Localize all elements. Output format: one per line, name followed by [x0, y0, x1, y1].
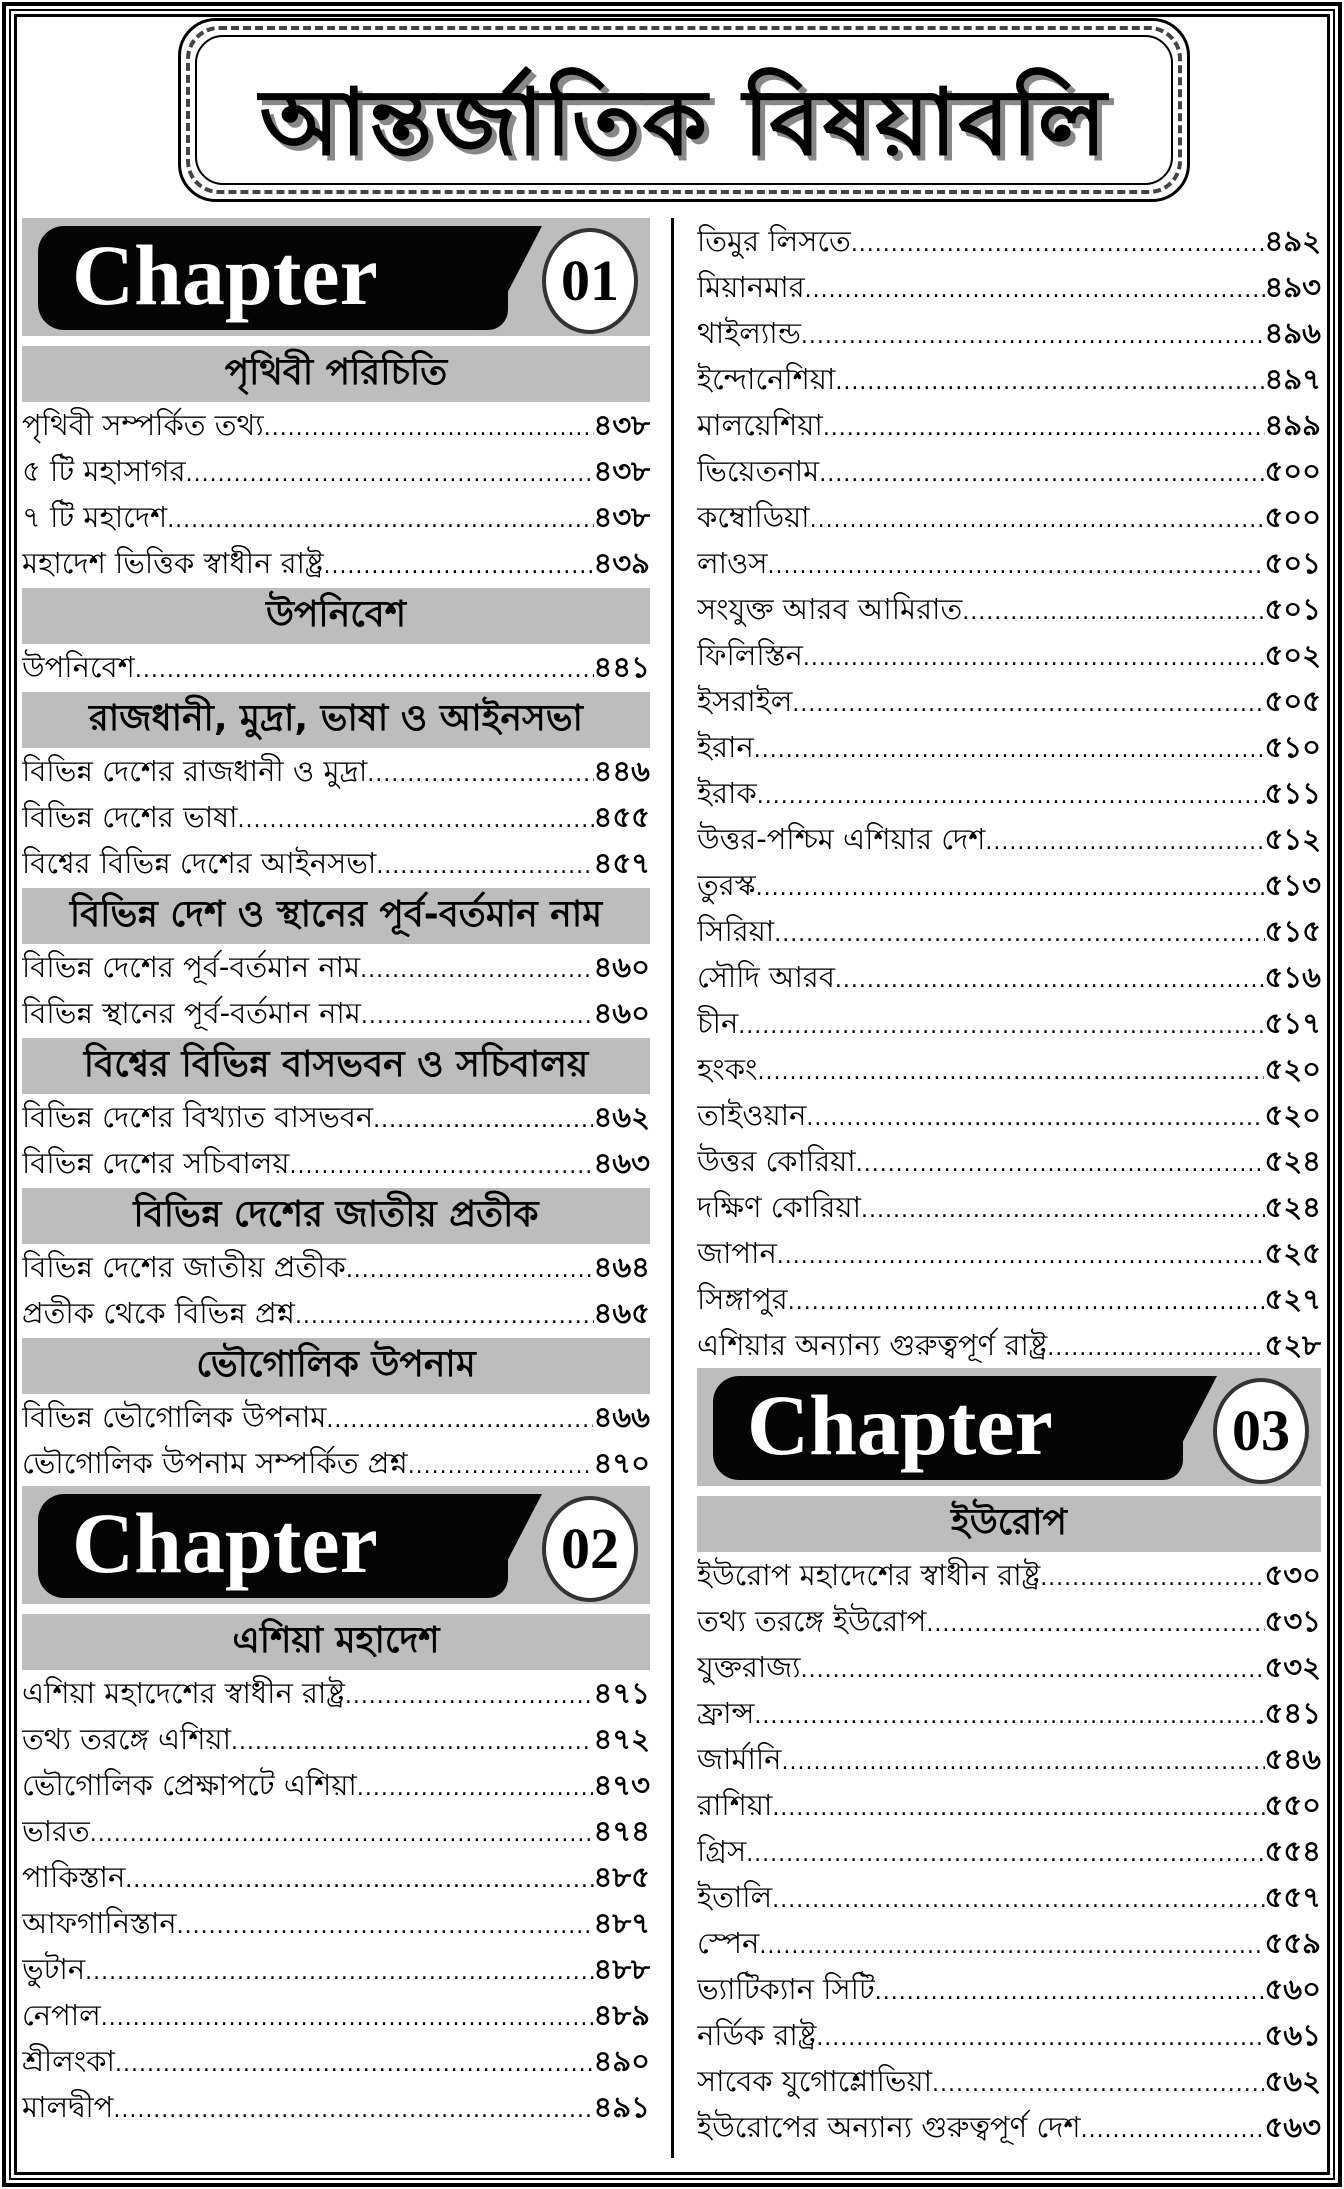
left-column [22, 218, 650, 2130]
toc-entry-page: ৪৪৬ [593, 754, 650, 788]
toc-entry-title: ইরাক [697, 776, 757, 810]
dot-leader [754, 1694, 1264, 1736]
toc-entry[interactable] [22, 1992, 650, 2038]
toc-entry[interactable] [697, 1276, 1321, 1322]
toc-entry-page: ৪৯১ [593, 2090, 650, 2124]
toc-entry-title: প্রতীক থেকে বিভিন্ন প্রশ্ন [22, 1296, 295, 1330]
section-heading: এশিয়া মহাদেশ [22, 1614, 650, 1670]
dot-leader [238, 798, 594, 840]
toc-entry-page: ৪৯৬ [1264, 316, 1321, 350]
toc-entry[interactable] [697, 816, 1321, 862]
toc-entry-title: তিমুর লিসতে [697, 224, 851, 258]
toc-entry-title: বিভিন্ন দেশের বিখ্যাত বাসভবন [22, 1100, 374, 1134]
chapter-label: Chapter [72, 1495, 378, 1591]
toc-entry[interactable] [22, 1854, 650, 1900]
dot-leader [875, 1970, 1265, 2012]
dot-leader [962, 590, 1264, 632]
toc-entry-title: ৭ টি মহাদেশ [22, 500, 168, 534]
toc-entry[interactable] [697, 1322, 1321, 1368]
toc-entry-title: ভুটান [22, 1952, 86, 1986]
toc-entry-title: লাওস [697, 546, 768, 580]
toc-entry-title: যুক্তরাজ্য [697, 1650, 801, 1684]
toc-entry[interactable] [697, 1138, 1321, 1184]
chapter-banner [22, 1486, 650, 1604]
toc-entry[interactable] [697, 908, 1321, 954]
right-column [697, 218, 1321, 2150]
toc-entry[interactable] [697, 402, 1321, 448]
toc-entry-title: নেপাল [22, 1998, 101, 2032]
toc-entry[interactable] [22, 402, 650, 448]
toc-entry[interactable] [697, 1046, 1321, 1092]
toc-entry-title: পৃথিবী সম্পর্কিত তথ্য [22, 408, 264, 442]
toc-entry[interactable] [697, 1184, 1321, 1230]
toc-entry-page: ৪৯৯ [1264, 408, 1321, 442]
dot-leader [774, 912, 1264, 954]
toc-entry-page: ৫৪৬ [1264, 1742, 1321, 1776]
toc-entry-title: শ্রীলংকা [22, 2044, 115, 2078]
toc-entry[interactable] [22, 1094, 650, 1140]
toc-entry-page: ৫২৭ [1264, 1282, 1321, 1316]
toc-entry-page: ৪৬৫ [593, 1296, 650, 1330]
dot-leader [361, 994, 594, 1036]
toc-entry[interactable] [697, 448, 1321, 494]
toc-entry-title: বিভিন্ন দেশের সচিবালয় [22, 1146, 290, 1180]
dot-leader [360, 948, 593, 990]
page-title: আন্তর্জাতিক বিষয়াবলি [259, 69, 1109, 176]
toc-entry-page: ৪৭২ [593, 1722, 650, 1756]
chapter-number-badge: 03 [1213, 1378, 1309, 1484]
dot-leader [772, 1878, 1264, 1920]
toc-entry-title: দক্ষিণ কোরিয়া [697, 1190, 861, 1224]
toc-entry-title: মালদ্বীপ [22, 2090, 114, 2124]
toc-entry-title: ইরান [697, 730, 754, 764]
toc-entry-title: মহাদেশ ভিত্তিক স্বাধীন রাষ্ট্র [22, 546, 324, 580]
toc-entry-page: ৪৮৫ [593, 1860, 650, 1894]
dot-leader [186, 452, 594, 494]
toc-entry-page: ৫১২ [1264, 822, 1321, 856]
toc-entry-page: ৫২৪ [1264, 1144, 1321, 1178]
toc-entry-title: ৫ টি মহাসাগর [22, 454, 186, 488]
toc-entry-page: ৫৩০ [1264, 1558, 1321, 1592]
toc-entry-page: ৪৬৩ [593, 1146, 650, 1180]
dot-leader [985, 820, 1264, 862]
toc-entry[interactable] [697, 494, 1321, 540]
toc-entry-page: ৫১৬ [1264, 960, 1321, 994]
toc-entry-title: থাইল্যান্ড [697, 316, 801, 350]
toc-entry-page: ৫২৫ [1264, 1236, 1321, 1270]
toc-entry-title: ফ্রান্স [697, 1696, 755, 1730]
toc-entry[interactable] [22, 748, 650, 794]
toc-entry-title: তুরস্ক [697, 868, 756, 902]
toc-entry-page: ৪৩৮ [593, 500, 650, 534]
toc-entry-page: ৪৪১ [593, 650, 650, 684]
toc-entry[interactable] [697, 770, 1321, 816]
dot-leader [835, 958, 1265, 1000]
toc-entry-title: বিভিন্ন দেশের জাতীয় প্রতীক [22, 1250, 346, 1284]
dot-leader [851, 222, 1265, 264]
toc-entry-page: ৪৯৭ [1264, 362, 1321, 396]
title-banner [178, 18, 1190, 202]
toc-entry-title: গ্রিস [697, 1834, 747, 1868]
dot-leader [819, 452, 1264, 494]
dot-leader [861, 1188, 1265, 1230]
toc-entry[interactable] [697, 2058, 1321, 2104]
toc-entry-title: সাবেক যুগোশ্লোভিয়া [697, 2064, 933, 2098]
toc-entry-page: ৫০২ [1264, 638, 1321, 672]
chapter-number-badge: 02 [542, 1496, 638, 1602]
dot-leader [115, 2042, 594, 2084]
toc-entry[interactable] [22, 2038, 650, 2084]
toc-entry-title: উত্তর-পশ্চিম এশিয়ার দেশ [697, 822, 986, 856]
toc-entry[interactable] [697, 218, 1321, 264]
section-heading: বিভিন্ন দেশের জাতীয় প্রতীক [22, 1188, 650, 1244]
toc-entry-title: তাইওয়ান [697, 1098, 807, 1132]
toc-entry[interactable] [22, 1808, 650, 1854]
toc-entry-page: ৪৬২ [593, 1100, 650, 1134]
toc-entry-title: মিয়ানমার [697, 270, 805, 304]
toc-entry[interactable] [697, 2012, 1321, 2058]
chapter-banner [697, 1368, 1321, 1486]
toc-entry-page: ৫১৭ [1264, 1006, 1321, 1040]
toc-entry[interactable] [697, 678, 1321, 724]
toc-entry-title: আফগানিস্তান [22, 1906, 177, 1940]
toc-entry[interactable] [697, 1874, 1321, 1920]
toc-entry-page: ৫০০ [1264, 500, 1321, 534]
toc-entry-title: বিভিন্ন দেশের ভাষা [22, 800, 238, 834]
toc-entry-page: ৪৫৭ [593, 846, 650, 880]
toc-entry-page: ৪৯৩ [1264, 270, 1321, 304]
toc-entry-page: ৫১০ [1264, 730, 1321, 764]
toc-entry[interactable] [22, 1670, 650, 1716]
section-heading: বিভিন্ন দেশ ও স্থানের পূর্ব-বর্তমান নাম [22, 888, 650, 944]
dot-leader [801, 1648, 1265, 1690]
dot-leader [835, 360, 1264, 402]
toc-entry-page: ৪৬০ [593, 996, 650, 1030]
dot-leader [125, 1858, 593, 1900]
dot-leader [135, 648, 594, 690]
toc-entry-title: তথ্য তরঙ্গে এশিয়া [22, 1722, 231, 1756]
toc-entry[interactable] [22, 840, 650, 886]
toc-entry-title: পাকিস্তান [22, 1860, 126, 1894]
toc-entry-page: ৫০৫ [1264, 684, 1321, 718]
toc-entry-title: বিভিন্ন স্থানের পূর্ব-বর্তমান নাম [22, 996, 361, 1030]
toc-entry-title: স্পেন [697, 1926, 760, 1960]
chapter-number-badge: 01 [542, 228, 638, 334]
dot-leader [810, 498, 1265, 540]
toc-entry-page: ৫১৫ [1264, 914, 1321, 948]
toc-entry[interactable] [697, 1736, 1321, 1782]
toc-entry-title: জাপান [697, 1236, 777, 1270]
dot-leader [326, 1398, 593, 1440]
dot-leader [264, 406, 594, 448]
dot-leader [823, 406, 1265, 448]
chapter-label: Chapter [747, 1377, 1053, 1473]
toc-entry-title: মালয়েশিয়া [697, 408, 823, 442]
toc-entry-page: ৪৯২ [1264, 224, 1321, 258]
toc-entry-page: ৪৫৫ [593, 800, 650, 834]
toc-entry[interactable] [22, 1394, 650, 1440]
toc-entry-title: বিভিন্ন দেশের রাজধানী ও মুদ্রা [22, 754, 368, 788]
dot-leader [816, 2016, 1264, 2058]
section-heading: পৃথিবী পরিচিতি [22, 346, 650, 402]
dot-leader [1040, 1556, 1264, 1598]
section-heading: বিশ্বের বিভিন্ন বাসভবন ও সচিবালয় [22, 1038, 650, 1094]
toc-entry-page: ৫৫৯ [1264, 1926, 1321, 1960]
toc-entry-title: ইতালি [697, 1880, 773, 1914]
toc-entry-title: বিভিন্ন ভৌগোলিক উপনাম [22, 1400, 327, 1434]
toc-entry-page: ৪৮৯ [593, 1998, 650, 2032]
dot-leader [801, 314, 1265, 356]
toc-entry-title: বিশ্বের বিভিন্ন দেশের আইনসভা [22, 846, 377, 880]
toc-entry[interactable] [697, 1644, 1321, 1690]
toc-entry[interactable] [697, 1966, 1321, 2012]
toc-entry-page: ৫৬২ [1264, 2064, 1321, 2098]
toc-entry-page: ৪৬০ [593, 950, 650, 984]
toc-entry-title: সংযুক্ত আরব আমিরাত [697, 592, 963, 626]
toc-entry[interactable] [22, 448, 650, 494]
dot-leader [1047, 1326, 1264, 1368]
toc-entry-page: ৪৭১ [593, 1676, 650, 1710]
toc-entry-title: নর্ডিক রাষ্ট্র [697, 2018, 817, 2052]
toc-entry-page: ৪৩৮ [593, 454, 650, 488]
toc-entry-title: রাশিয়া [697, 1788, 773, 1822]
dot-leader [177, 1904, 594, 1946]
toc-entry-page: ৪৮৮ [593, 1952, 650, 1986]
dot-leader [289, 1144, 593, 1186]
toc-entry-title: কম্বোডিয়া [697, 500, 810, 534]
dot-leader [758, 1050, 1265, 1092]
toc-entry-title: ইসরাইল [697, 684, 793, 718]
toc-entry-title: ভৌগোলিক প্রেক্ষাপটে এশিয়া [22, 1768, 357, 1802]
toc-entry-title: উপনিবেশ [22, 650, 135, 684]
toc-entry[interactable] [22, 1244, 650, 1290]
toc-entry-title: বিভিন্ন দেশের পূর্ব-বর্তমান নাম [22, 950, 361, 984]
toc-entry[interactable] [22, 644, 650, 690]
dot-leader [754, 728, 1265, 770]
toc-entry-page: ৫২০ [1264, 1098, 1321, 1132]
toc-entry-title: সিঙ্গাপুর [697, 1282, 788, 1316]
toc-entry-page: ৫৪১ [1264, 1696, 1321, 1730]
section-heading: রাজধানী, মুদ্রা, ভাষা ও আইনসভা [22, 692, 650, 748]
section-heading: উপনিবেশ [22, 588, 650, 644]
dot-leader [856, 1142, 1265, 1184]
toc-entry-title: এশিয়া মহাদেশের স্বাধীন রাষ্ট্র [22, 1676, 345, 1710]
dot-leader [90, 1812, 594, 1854]
dot-leader [788, 1280, 1265, 1322]
toc-entry[interactable] [697, 1230, 1321, 1276]
dot-leader [746, 1832, 1264, 1874]
toc-entry-title: চীন [697, 1006, 739, 1040]
dot-leader [376, 844, 593, 886]
toc-entry[interactable] [697, 724, 1321, 770]
toc-entry[interactable] [697, 1552, 1321, 1598]
dot-leader [738, 1004, 1264, 1046]
toc-entry-title: ভৌগোলিক উপনাম সম্পর্কিত প্রশ্ন [22, 1446, 408, 1480]
toc-entry[interactable] [22, 494, 650, 540]
toc-entry[interactable] [697, 356, 1321, 402]
dot-leader [113, 2088, 593, 2130]
toc-entry-page: ৫২০ [1264, 1052, 1321, 1086]
toc-entry[interactable] [697, 1598, 1321, 1644]
toc-entry-page: ৫০১ [1264, 592, 1321, 626]
dot-leader [926, 1602, 1264, 1644]
toc-entry-page: ৪৩৮ [593, 408, 650, 442]
toc-entry-title: ইউরোপ মহাদেশের স্বাধীন রাষ্ট্র [697, 1558, 1041, 1592]
toc-entry-title: জার্মানি [697, 1742, 782, 1776]
toc-entry[interactable] [697, 954, 1321, 1000]
dot-leader [357, 1766, 594, 1808]
toc-entry[interactable] [22, 1946, 650, 1992]
toc-entry[interactable] [22, 794, 650, 840]
dot-leader [295, 1294, 594, 1336]
toc-entry[interactable] [22, 540, 650, 586]
dot-leader [759, 1924, 1264, 1966]
toc-entry[interactable] [697, 1000, 1321, 1046]
dot-leader [792, 682, 1264, 724]
toc-entry[interactable] [22, 990, 650, 1036]
dot-leader [367, 752, 593, 794]
chapter-label: Chapter [72, 227, 378, 323]
toc-entry-page: ৫৫০ [1264, 1788, 1321, 1822]
dot-leader [323, 544, 593, 586]
toc-entry[interactable] [697, 1920, 1321, 1966]
dot-leader [167, 498, 593, 540]
dot-leader [757, 774, 1265, 816]
toc-entry[interactable] [697, 1828, 1321, 1874]
toc-entry-title: এশিয়ার অন্যান্য গুরুত্বপূর্ণ রাষ্ট্র [697, 1328, 1048, 1362]
toc-entry[interactable] [697, 2104, 1321, 2150]
toc-entry-title: ভারত [22, 1814, 90, 1848]
dot-leader [345, 1674, 594, 1716]
toc-entry[interactable] [697, 540, 1321, 586]
toc-entry[interactable] [697, 1092, 1321, 1138]
toc-entry-page: ৫৬০ [1264, 1972, 1321, 2006]
dot-leader [806, 1096, 1264, 1138]
toc-entry-page: ৪৭৩ [593, 1768, 650, 1802]
toc-entry-title: তথ্য তরঙ্গে ইউরোপ [697, 1604, 927, 1638]
toc-entry[interactable] [22, 2084, 650, 2130]
toc-entry[interactable] [697, 586, 1321, 632]
dot-leader [777, 1234, 1265, 1276]
toc-entry[interactable] [697, 632, 1321, 678]
toc-entry-page: ৫১১ [1264, 776, 1321, 810]
toc-entry-page: ৪৬৪ [593, 1250, 650, 1284]
toc-entry-page: ৪৬৬ [593, 1400, 650, 1434]
toc-entry-page: ৫০১ [1264, 546, 1321, 580]
toc-entry[interactable] [22, 1140, 650, 1186]
dot-leader [346, 1248, 594, 1290]
toc-entry-page: ৫৫৭ [1264, 1880, 1321, 1914]
toc-entry-title: ভ্যাটিক্যান সিটি [697, 1972, 875, 2006]
dot-leader [101, 1996, 594, 2038]
toc-entry-page: ৪৭০ [593, 1446, 650, 1480]
toc-entry-title: সৌদি আরব [697, 960, 835, 994]
toc-entry-page: ৪৮৭ [593, 1906, 650, 1940]
dot-leader [231, 1720, 593, 1762]
dot-leader [805, 268, 1265, 310]
toc-entry[interactable] [22, 944, 650, 990]
section-heading: ভৌগোলিক উপনাম [22, 1338, 650, 1394]
toc-entry-title: উত্তর কোরিয়া [697, 1144, 856, 1178]
dot-leader [408, 1444, 594, 1486]
toc-entry-page: ৫৩২ [1264, 1650, 1321, 1684]
toc-entry-page: ৫২৮ [1264, 1328, 1321, 1362]
toc-entry-page: ৪৭৪ [593, 1814, 650, 1848]
toc-entry-page: ৪৩৯ [593, 546, 650, 580]
toc-entry[interactable] [22, 1440, 650, 1486]
toc-entry-page: ৫২৪ [1264, 1190, 1321, 1224]
toc-entry-title: সিরিয়া [697, 914, 775, 948]
toc-entry-title: ফিলিস্তিন [697, 638, 803, 672]
toc-entry-page: ৫৫৪ [1264, 1834, 1321, 1868]
toc-entry-page: ৪৯০ [593, 2044, 650, 2078]
dot-leader [932, 2062, 1264, 2104]
toc-entry[interactable] [22, 1762, 650, 1808]
toc-entry[interactable] [22, 1290, 650, 1336]
toc-entry[interactable] [22, 1716, 650, 1762]
dot-leader [803, 636, 1265, 678]
toc-entry[interactable] [697, 1782, 1321, 1828]
dot-leader [772, 1786, 1264, 1828]
toc-entry-page: ৫৬১ [1264, 2018, 1321, 2052]
toc-entry[interactable] [22, 1900, 650, 1946]
toc-entry-title: ভিয়েতনাম [697, 454, 820, 488]
toc-entry-page: ৫১৩ [1264, 868, 1321, 902]
dot-leader [85, 1950, 593, 1992]
dot-leader [756, 866, 1265, 908]
toc-entry-title: ইউরোপের অন্যান্য গুরুত্বপূর্ণ দেশ [697, 2110, 1081, 2144]
toc-entry-title: হংকং [697, 1052, 758, 1086]
toc-entry-page: ৫৩১ [1264, 1604, 1321, 1638]
dot-leader [768, 544, 1265, 586]
toc-entry-page: ৫০০ [1264, 454, 1321, 488]
toc-entry[interactable] [697, 310, 1321, 356]
toc-entry-title: ইন্দোনেশিয়া [697, 362, 836, 396]
section-heading: ইউরোপ [697, 1496, 1321, 1552]
dot-leader [781, 1740, 1264, 1782]
toc-entry[interactable] [697, 862, 1321, 908]
toc-entry[interactable] [697, 264, 1321, 310]
dot-leader [373, 1098, 593, 1140]
toc-entry[interactable] [697, 1690, 1321, 1736]
dot-leader [1081, 2108, 1265, 2150]
chapter-banner [22, 218, 650, 336]
toc-entry-page: ৫৬৩ [1264, 2110, 1321, 2144]
column-divider [671, 218, 674, 2158]
